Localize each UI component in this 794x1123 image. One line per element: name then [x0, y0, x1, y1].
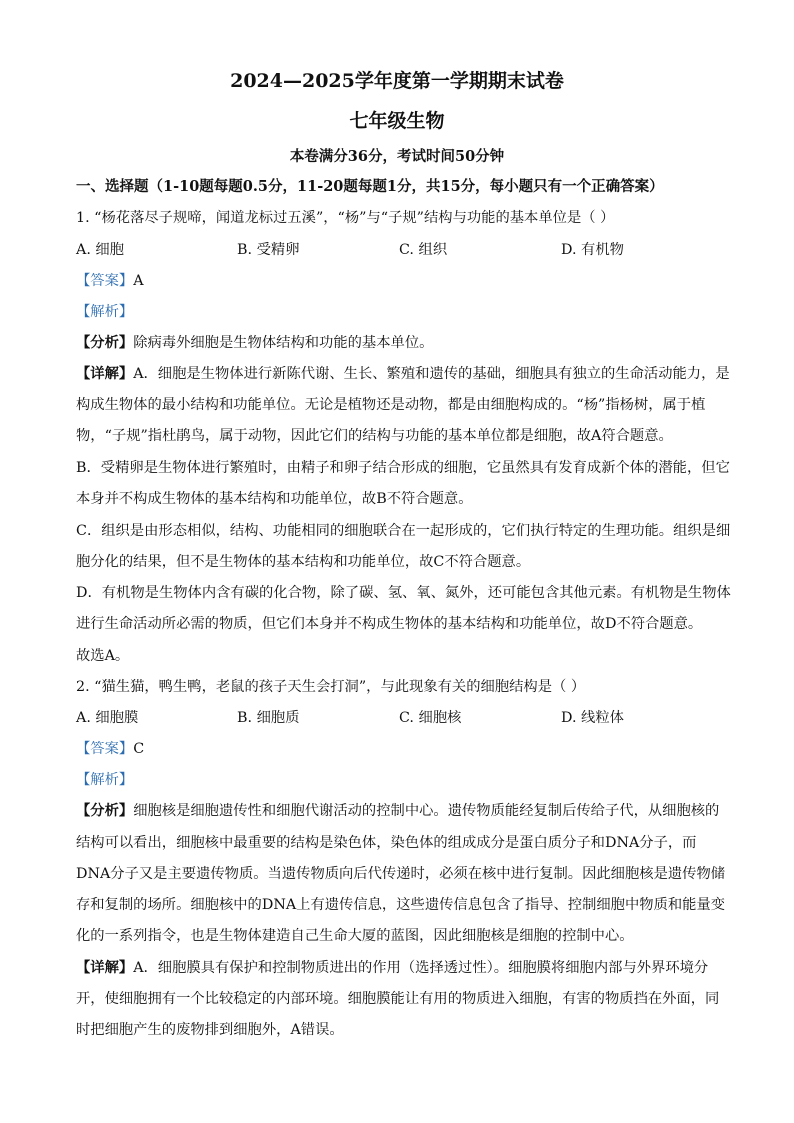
question-2-option-d: D. 线粒体: [561, 710, 624, 726]
question-2-fenxi-line: DNA分子又是主要遗传物质。当遗传物质向后代传递时，必须在核中进行复制。因此细胞核是遗传物储: [76, 866, 726, 882]
xiangjie-tag: 【详解】: [76, 366, 134, 382]
question-1-option-c: C. 组织: [399, 242, 448, 258]
question-1-fenxi: [76, 333, 726, 353]
exam-subject: 七年级生物: [349, 110, 445, 132]
question-2-fenxi-line: [76, 801, 726, 821]
question-1-option-b: B. 受精卵: [237, 242, 300, 258]
question-1-option-a: A. 细胞: [76, 242, 125, 258]
question-2-detail-line: 开，使细胞拥有一个比较稳定的内部环境。细胞膜能让有用的物质进入细胞，有害的物质挡在外面，同: [76, 991, 720, 1007]
detail-text: A．细胞是生物体进行新陈代谢、生长、繁殖和遗传的基础，细胞具有独立的生命活动能力，是: [133, 366, 730, 382]
question-1-option-d: D. 有机物: [561, 242, 624, 258]
xiangjie-tag: 【详解】: [76, 960, 134, 976]
question-1-detail-line: [76, 364, 730, 384]
question-2-option-a: A. 细胞膜: [76, 710, 139, 726]
question-2-option-c: C. 细胞核: [399, 710, 462, 726]
question-2-option-b: B. 细胞质: [237, 710, 300, 726]
question-1-answer: [76, 271, 726, 291]
question-1-detail-line: 构成生物体的最小结构和功能单位。无论是植物还是动物，都是由细胞构成的。“杨”指杨树，属于植: [76, 397, 706, 413]
question-2-answer: [76, 739, 726, 759]
fenxi-text: 细胞核是细胞遗传性和细胞代谢活动的控制中心。遗传物质能经复制后传给子代，从细胞核的: [133, 803, 720, 819]
question-2-fenxi-line: 存和复制的场所。细胞核中的DNA上有遗传信息，这些遗传信息包含了指导、控制细胞中物质和能量变: [76, 897, 726, 913]
exam-title: 2024—2025学年度第一学期期末试卷: [230, 70, 564, 92]
answer-tag: 【答案】: [76, 741, 134, 757]
question-1-analysis-tag: 【解析】: [76, 304, 134, 320]
question-2-detail-line: 时把细胞产生的废物排到细胞外，A错误。: [76, 1022, 344, 1038]
question-1-detail-line: D．有机物是生物体内含有碳的化合物，除了碳、氢、氧、氮外，还可能包含其他元素。有机物是生物体: [76, 585, 731, 601]
question-1-detail-line: B．受精卵是生物体进行繁殖时，由精子和卵子结合形成的细胞，它虽然具有发育成新个体的潜能，但它: [76, 460, 730, 476]
question-2-stem: 2. “猫生猫，鸭生鸭，老鼠的孩子天生会打洞”，与此现象有关的细胞结构是（ ）: [76, 679, 586, 695]
exam-info: 本卷满分36分，考试时间50分钟: [289, 148, 505, 165]
detail-text: A．细胞膜具有保护和控制物质进出的作用（选择透过性）。细胞膜将细胞内部与外界环境分: [133, 960, 709, 976]
fenxi-tag: 【分析】: [76, 335, 134, 351]
question-1-detail-line: 胞分化的结果，但不是生物体的基本结构和功能单位，故C不符合题意。: [76, 554, 531, 570]
question-1-conclusion: 故选A。: [76, 648, 130, 664]
fenxi-tag: 【分析】: [76, 803, 134, 819]
answer-value: A: [133, 273, 144, 289]
question-1-detail-line: C．组织是由形态相似，结构、功能相同的细胞联合在一起形成的，它们执行特定的生理功能。组织是细: [76, 523, 731, 539]
question-2-fenxi-line: 化的一系列指令，也是生物体建造自己生命大厦的蓝图，因此细胞核是细胞的控制中心。: [76, 928, 634, 944]
question-1-detail-line: 物，“子规”指杜鹃鸟，属于动物，因此它们的结构与功能的基本单位都是细胞，故A符合题意。: [76, 428, 673, 444]
question-2-detail-line: [76, 958, 726, 978]
question-1-detail-line: 本身并不构成生物体的基本结构和功能单位，故B不符合题意。: [76, 491, 473, 507]
answer-value: C: [133, 741, 145, 757]
question-1-stem: 1. “杨花落尽子规啼，闻道龙标过五溪”，“杨”与“子规”结构与功能的基本单位是（ ）: [76, 210, 615, 226]
answer-tag: 【答案】: [76, 273, 134, 289]
fenxi-text: 除病毒外细胞是生物体结构和功能的基本单位。: [133, 335, 434, 351]
question-2-fenxi-line: 结构可以看出，细胞核中最重要的结构是染色体，染色体的组成成分是蛋白质分子和DNA分子，而: [76, 835, 697, 851]
question-1-detail-line: 进行生命活动所必需的物质，但它们本身并不构成生物体的基本结构和功能单位，故D不符合题意。: [76, 616, 703, 632]
question-2-analysis-tag: 【解析】: [76, 772, 134, 788]
section-heading: 一、选择题（1-10题每题0.5分，11-20题每题1分，共15分，每小题只有一个正确答案）: [76, 178, 664, 195]
